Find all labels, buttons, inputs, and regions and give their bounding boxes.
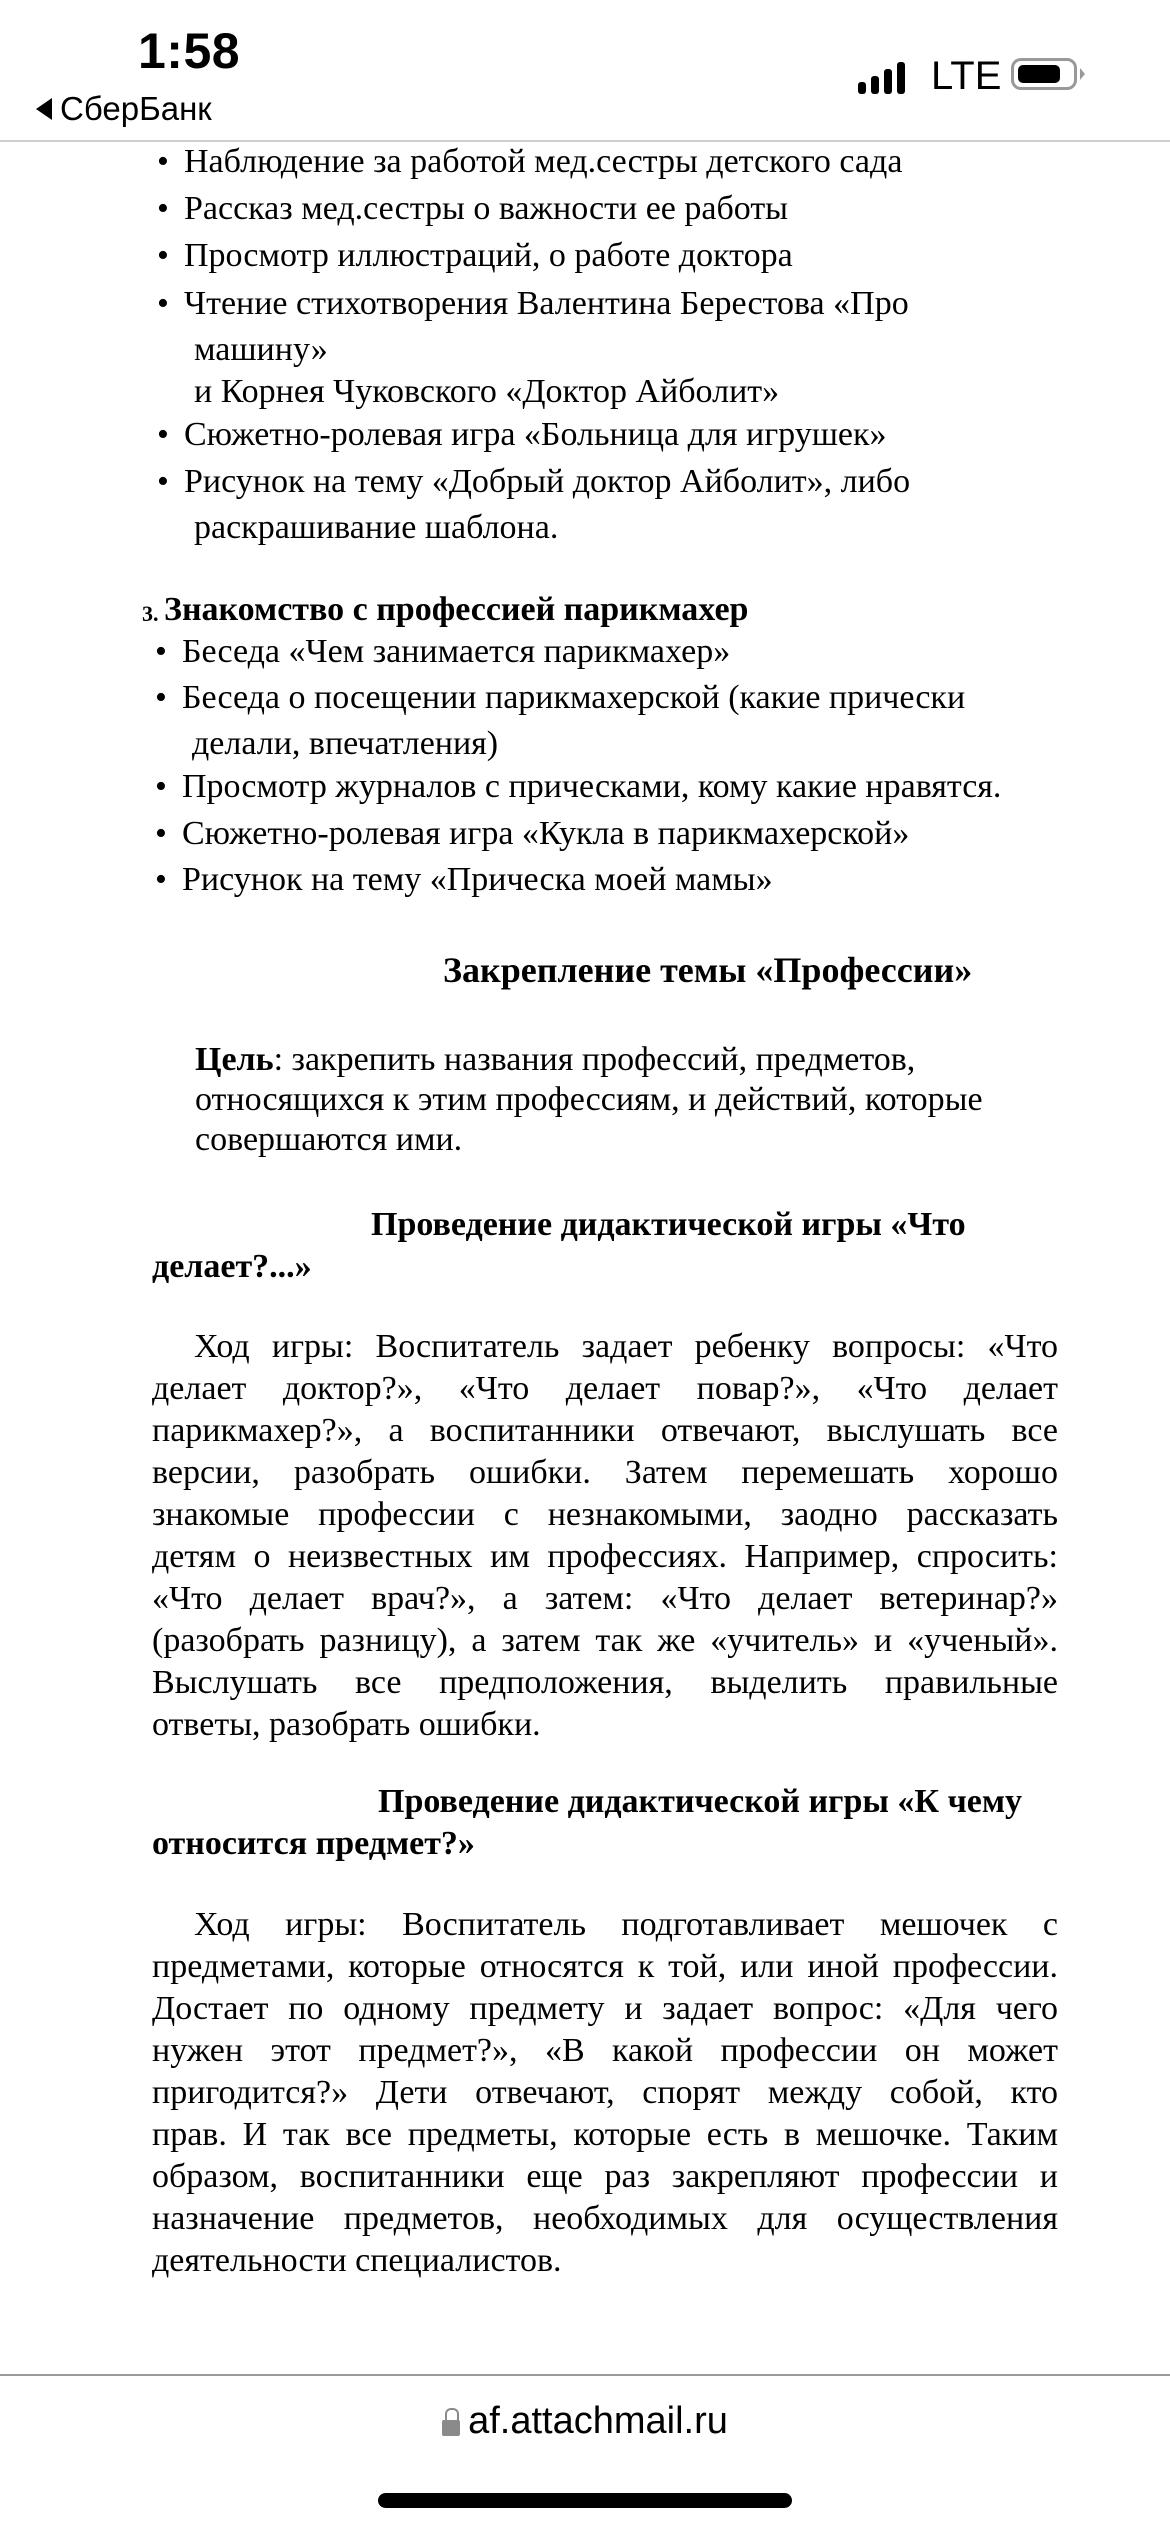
game-title: Проведение дидактической игры «Что bbox=[371, 1206, 966, 1243]
paragraph-line: пригодится?» Дети отвечают, спорят между собой, кто bbox=[152, 2074, 1058, 2111]
status-bar bbox=[0, 0, 1170, 140]
game-title: Проведение дидактической игры «К чему bbox=[378, 1783, 1023, 1820]
list-item-continuation: машину» bbox=[194, 331, 328, 368]
paragraph-line: образом, воспитанники еще раз закрепляют профессии и bbox=[152, 2158, 1058, 2195]
list-item: • Рассказ мед.сестры о важности ее работы bbox=[184, 189, 788, 229]
list-item: • Рисунок на тему «Добрый доктор Айболит», либо bbox=[184, 462, 910, 502]
paragraph-line: детям о неизвестных им профессиях. Например, спросить: bbox=[152, 1538, 1058, 1575]
list-item-continuation: и Корнея Чуковского «Доктор Айболит» bbox=[194, 373, 780, 410]
document-viewer[interactable] bbox=[0, 142, 1170, 2372]
url-text: af.attachmail.ru bbox=[468, 2400, 728, 2442]
paragraph-line: знакомые профессии с незнакомыми, заодно рассказать bbox=[152, 1496, 1058, 1533]
section-heading bbox=[142, 590, 749, 630]
paragraph-line: парикмахер?», а воспитанники отвечают, выслушать все bbox=[152, 1412, 1058, 1449]
paragraph-line: предметами, которые относятся к той, или иной профессии. bbox=[152, 1948, 1058, 1985]
lock-icon bbox=[442, 2408, 460, 2436]
cellular-signal-icon bbox=[858, 62, 905, 94]
battery-level-fill bbox=[1018, 65, 1060, 83]
game-title-continuation: делает?...» bbox=[152, 1248, 312, 1285]
paragraph-line: прав. И так все предметы, которые есть в мешочке. Таким bbox=[152, 2116, 1058, 2153]
list-item: • Просмотр журналов с прическами, кому какие нравятся. bbox=[182, 767, 1001, 807]
battery-tip-icon bbox=[1080, 68, 1085, 80]
goal-label: Цель bbox=[195, 1041, 274, 1078]
list-item-continuation: делали, впечатления) bbox=[192, 725, 499, 762]
signal-bar-1 bbox=[858, 82, 866, 94]
paragraph-line: (разобрать разницу), а затем так же «учитель» и «ученый». bbox=[152, 1622, 1058, 1659]
paragraph-line: делает доктор?», «Что делает повар?», «Что делает bbox=[152, 1370, 1058, 1407]
goal-text: : закрепить названия профессий, предметов, bbox=[273, 1041, 916, 1078]
bottom-divider bbox=[0, 2374, 1170, 2376]
address-bar[interactable] bbox=[0, 2400, 1170, 2443]
paragraph-line: версии, разобрать ошибки. Затем перемешать хорошо bbox=[152, 1454, 1058, 1491]
game-title-continuation: относится предмет?» bbox=[152, 1825, 475, 1862]
paragraph-line: Достает по одному предмету и задает вопрос: «Для чего bbox=[152, 1990, 1058, 2027]
back-arrow-icon bbox=[36, 98, 52, 120]
list-item: • Сюжетно-ролевая игра «Кукла в парикмахерской» bbox=[182, 814, 909, 854]
paragraph-line: Ход игры: Воспитатель задает ребенку вопросы: «Что bbox=[194, 1328, 1058, 1365]
paragraph-line: Ход игры: Воспитатель подготавливает мешочек с bbox=[194, 1906, 1058, 1943]
list-item: • Беседа о посещении парикмахерской (какие прически bbox=[182, 678, 965, 718]
list-item: • Рисунок на тему «Прическа моей мамы» bbox=[182, 860, 773, 900]
list-item-continuation: раскрашивание шаблона. bbox=[194, 509, 559, 546]
network-type: LTE bbox=[931, 54, 1002, 98]
paragraph-line: нужен этот предмет?», «В какой профессии он может bbox=[152, 2032, 1058, 2069]
goal-line: совершаются ими. bbox=[195, 1121, 463, 1158]
paragraph-line: деятельности специалистов. bbox=[152, 2242, 562, 2279]
paragraph-line: ответы, разобрать ошибки. bbox=[152, 1706, 541, 1743]
status-time: 1:58 bbox=[138, 23, 241, 79]
list-item: • Чтение стихотворения Валентина Берестова «Про bbox=[184, 284, 909, 324]
section-number: 3. bbox=[142, 601, 159, 626]
signal-bar-3 bbox=[884, 69, 892, 94]
goal-line bbox=[195, 1040, 915, 1080]
paragraph-line: «Что делает врач?», а затем: «Что делает ветеринар?» bbox=[152, 1580, 1058, 1617]
back-app-label: СберБанк bbox=[60, 90, 212, 127]
paragraph-line: Выслушать все предположения, выделить правильные bbox=[152, 1664, 1058, 1701]
battery-icon bbox=[1011, 58, 1077, 90]
back-to-app-button[interactable] bbox=[36, 90, 212, 128]
section-title: Закрепление темы «Профессии» bbox=[443, 950, 973, 990]
signal-bar-2 bbox=[871, 76, 879, 94]
signal-bar-4 bbox=[897, 62, 905, 94]
list-item: • Наблюдение за работой мед.сестры детского сада bbox=[184, 142, 902, 182]
list-item: • Беседа «Чем занимается парикмахер» bbox=[182, 632, 730, 672]
section-title: Знакомство с профессией парикмахер bbox=[164, 591, 749, 628]
list-item: • Просмотр иллюстраций, о работе доктора bbox=[184, 236, 793, 276]
goal-line: относящихся к этим профессиям, и действий, которые bbox=[195, 1081, 983, 1118]
list-item: • Сюжетно-ролевая игра «Больница для игрушек» bbox=[184, 415, 887, 455]
home-indicator[interactable] bbox=[378, 2493, 792, 2508]
paragraph-line: назначение предметов, необходимых для осуществления bbox=[152, 2200, 1058, 2237]
